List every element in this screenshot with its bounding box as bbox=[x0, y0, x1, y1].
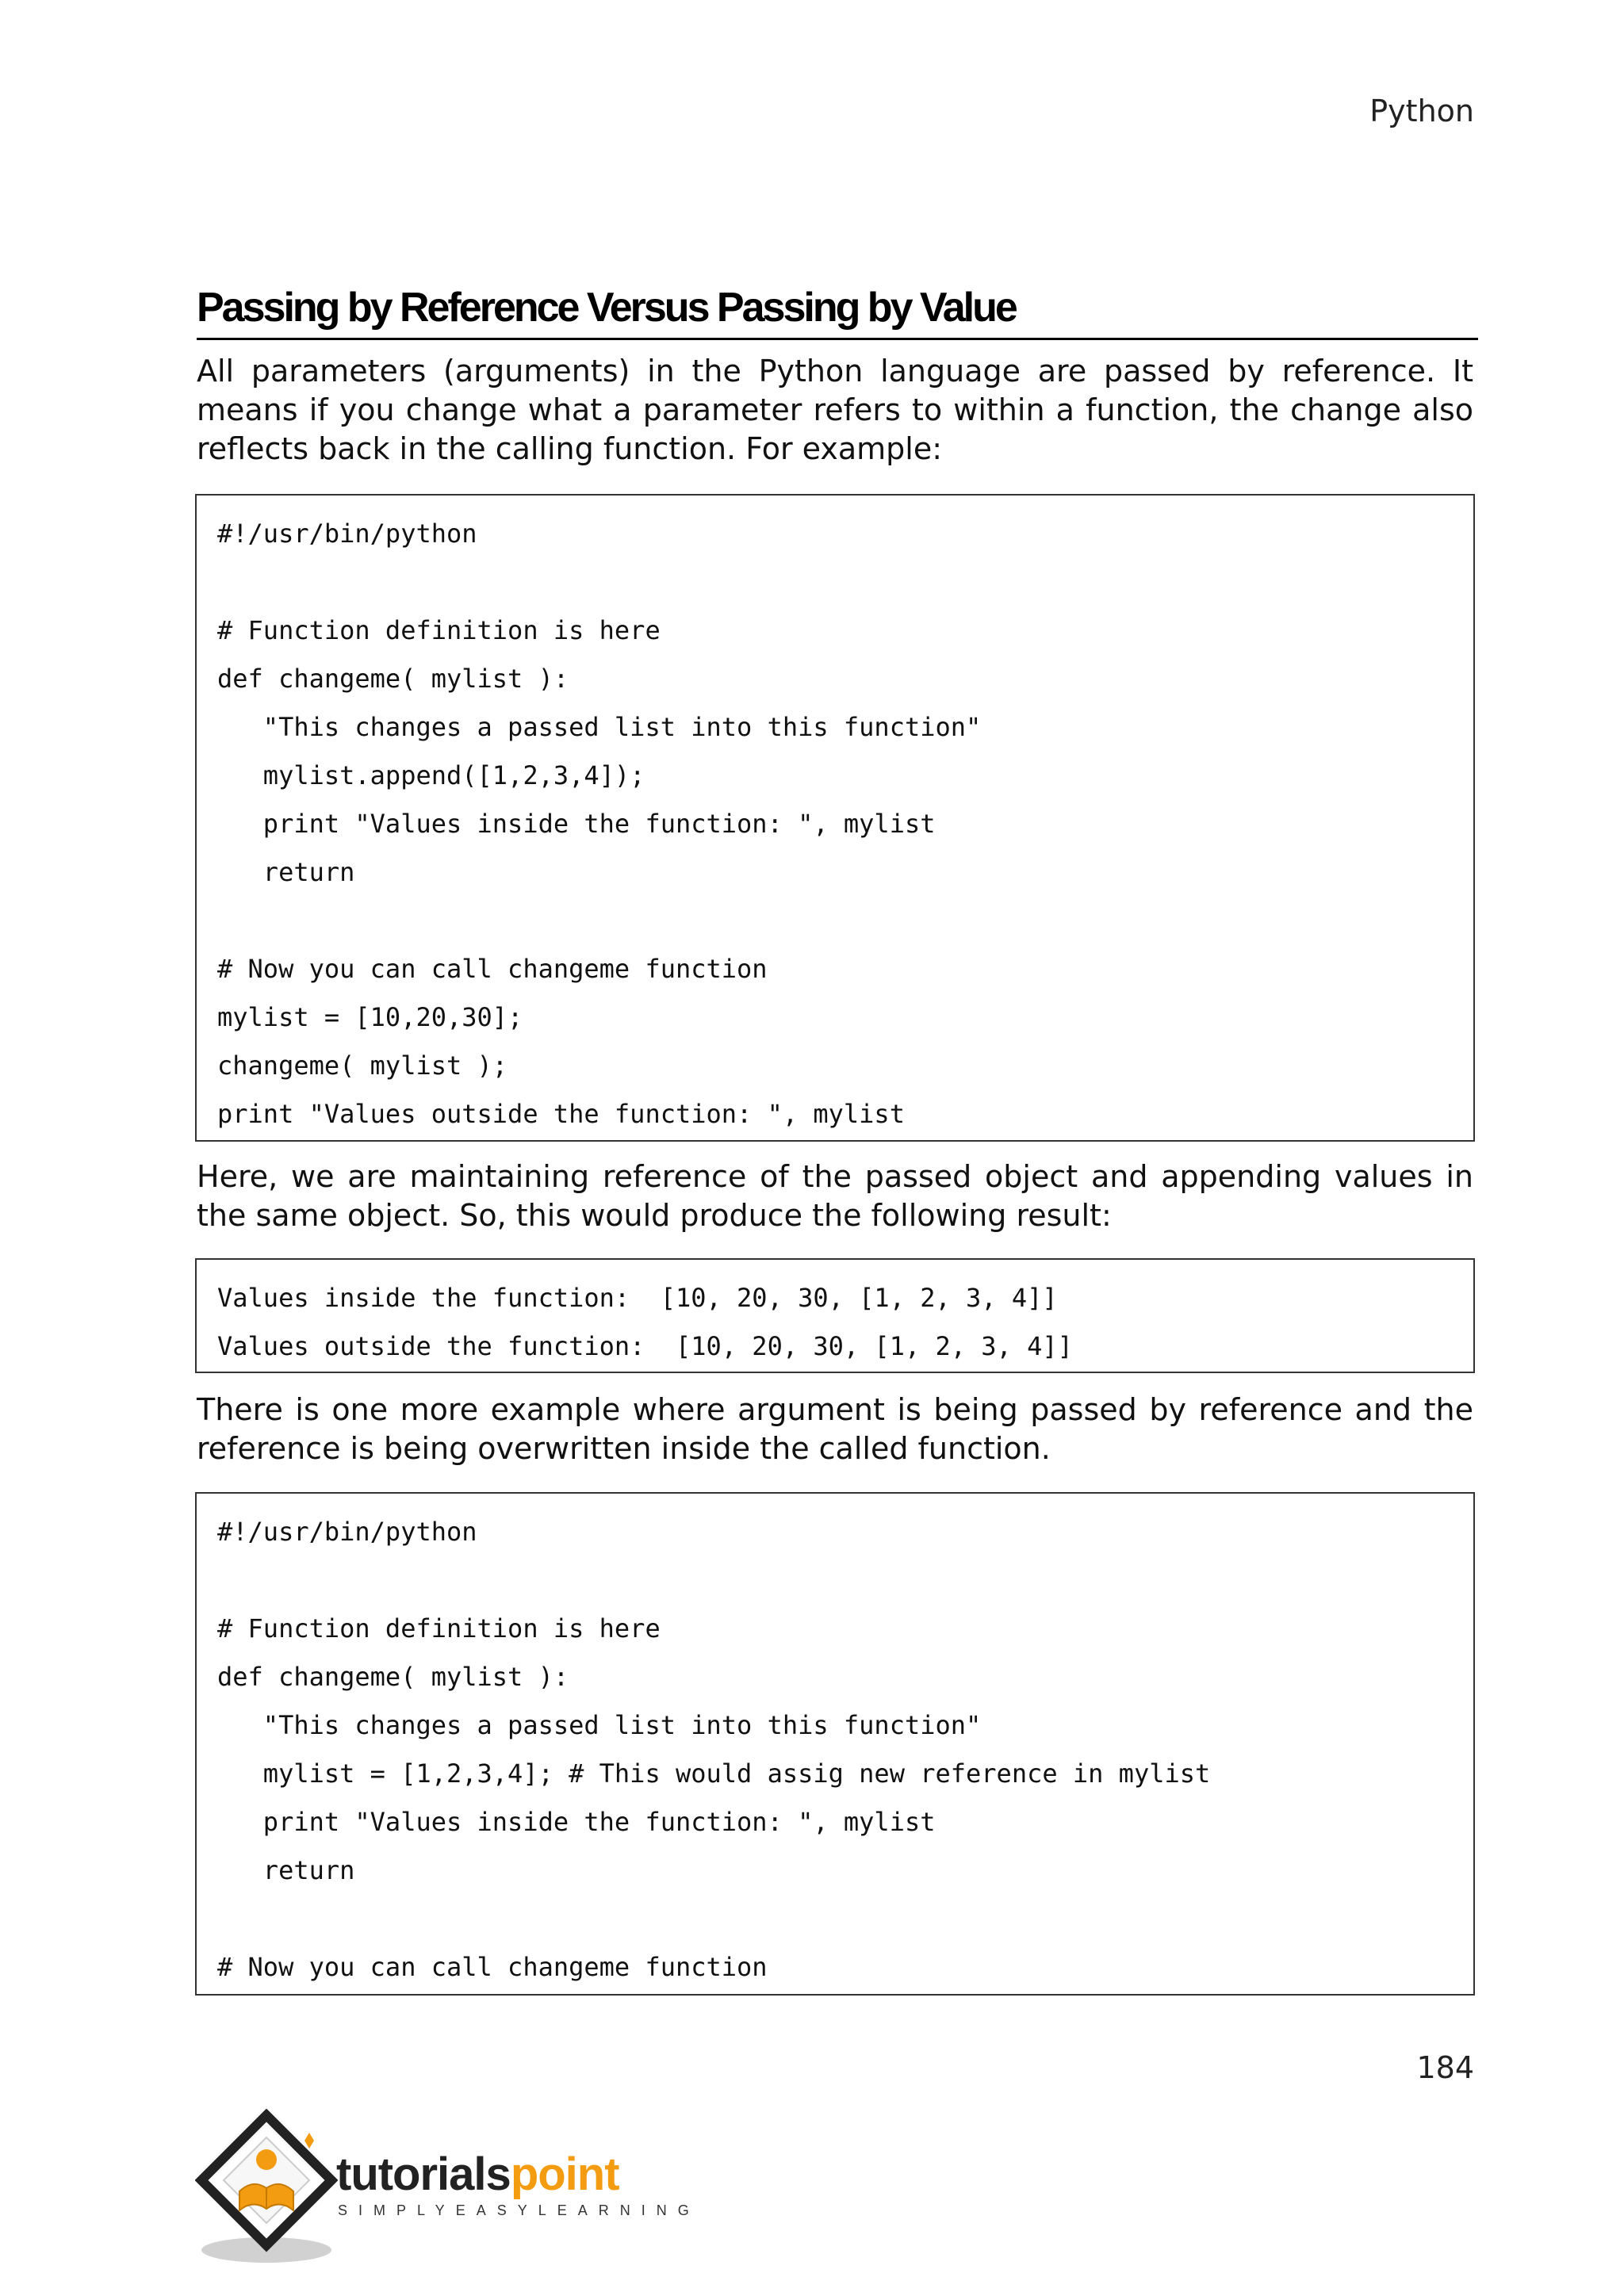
code-line bbox=[217, 897, 1473, 945]
code-line: #!/usr/bin/python bbox=[217, 1517, 477, 1547]
output-block bbox=[195, 1258, 1475, 1373]
code-line: # Function definition is here bbox=[217, 1613, 661, 1644]
running-header: Python bbox=[1369, 94, 1474, 128]
code-line: return bbox=[217, 1855, 355, 1885]
code-line: mylist = [1,2,3,4]; # This would assig new reference in mylist bbox=[217, 1758, 1211, 1789]
code-line: return bbox=[217, 857, 355, 887]
code-line: # Now you can call changeme function bbox=[217, 1952, 768, 1982]
code-line: #!/usr/bin/python bbox=[217, 519, 477, 549]
code-line: def changeme( mylist ): bbox=[217, 664, 569, 694]
diamond-book-reader-icon bbox=[195, 2109, 338, 2267]
code-line: def changeme( mylist ): bbox=[217, 1662, 569, 1692]
logo-tagline: SIMPLYEASYLEARNING bbox=[338, 2202, 700, 2218]
logo-wordmark bbox=[336, 2149, 619, 2201]
code-line: "This changes a passed list into this function" bbox=[217, 1710, 982, 1740]
logo-word-part2: point bbox=[510, 2149, 619, 2200]
section-heading: Passing by Reference Versus Passing by Value bbox=[197, 279, 1478, 340]
intro-paragraph: All parameters (arguments) in the Python language are passed by reference. It means if you change what a parameter refers to within a function, the change also reflects back in the calling function. For example: bbox=[197, 354, 1473, 466]
code-line: "This changes a passed list into this function" bbox=[217, 712, 982, 742]
code-line: mylist = [10,20,30]; bbox=[217, 1002, 523, 1032]
code-line: mylist.append([1,2,3,4]); bbox=[217, 760, 645, 790]
code-line: print "Values inside the function: ", mylist bbox=[217, 809, 936, 839]
code-line bbox=[217, 558, 1473, 607]
code-line bbox=[217, 1895, 1473, 1943]
tutorialspoint-logo bbox=[195, 2109, 700, 2267]
output-line: Values inside the function: [10, 20, 30, [1, 2, 3, 4]] bbox=[217, 1283, 1058, 1313]
code-line: print "Values inside the function: ", mylist bbox=[217, 1807, 936, 1837]
page-number: 184 bbox=[1416, 2050, 1474, 2085]
explanation-paragraph: Here, we are maintaining reference of the passed object and appending values in the same object. So, this would produce the following result: bbox=[197, 1159, 1473, 1233]
code-line: print "Values outside the function: ", mylist bbox=[217, 1099, 905, 1129]
logo-word-part1: tutorials bbox=[336, 2149, 511, 2200]
code-block-overwrite-example bbox=[195, 1492, 1475, 1996]
code-block-append-example bbox=[195, 494, 1475, 1142]
output-line: Values outside the function: [10, 20, 30, [1, 2, 3, 4]] bbox=[217, 1331, 1073, 1361]
code-line: changeme( mylist ); bbox=[217, 1050, 508, 1081]
code-line: # Now you can call changeme function bbox=[217, 954, 768, 984]
code-line bbox=[217, 1556, 1473, 1605]
second-example-paragraph: There is one more example where argument is being passed by reference and the reference is being overwritten inside the called function. bbox=[197, 1392, 1473, 1466]
code-line: # Function definition is here bbox=[217, 615, 661, 645]
